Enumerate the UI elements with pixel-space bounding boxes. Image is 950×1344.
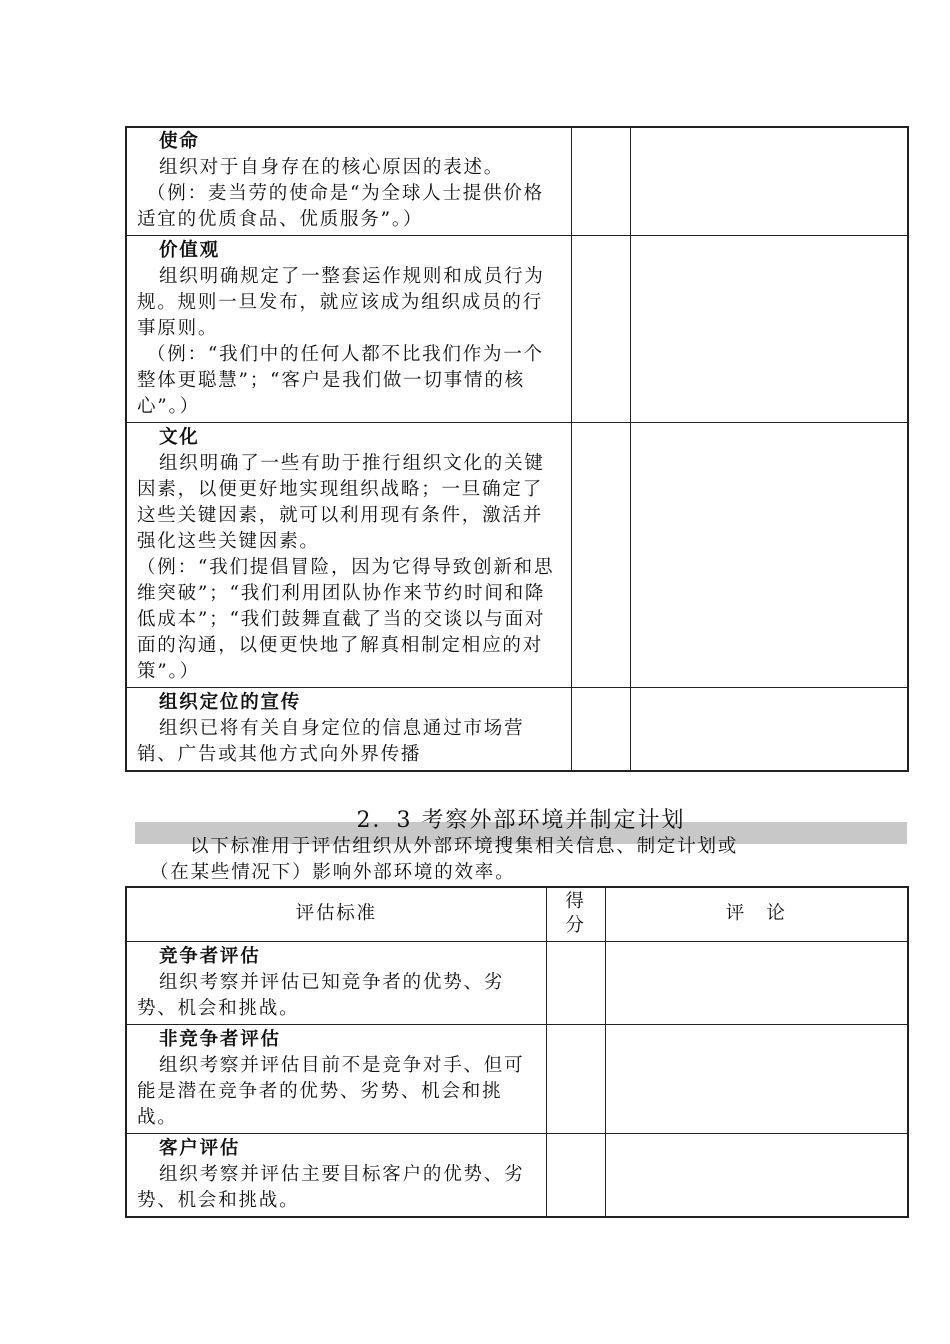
header-score-label-1: 得 xyxy=(565,891,586,913)
header-criteria-label: 评估标准 xyxy=(295,903,377,925)
score-cell[interactable] xyxy=(571,127,630,236)
table-row xyxy=(126,1024,908,1133)
item-title: 文化 xyxy=(159,427,200,448)
criteria-cell xyxy=(126,423,571,688)
item-title: 价值观 xyxy=(159,240,220,261)
item-title: 组织定位的宣传 xyxy=(159,692,302,713)
score-cell[interactable] xyxy=(546,1024,605,1133)
table-row xyxy=(126,423,908,688)
table-row xyxy=(126,236,908,423)
header-score xyxy=(546,887,605,941)
criteria-cell xyxy=(126,1133,546,1217)
score-cell[interactable] xyxy=(571,236,630,423)
evaluation-table-2 xyxy=(125,886,909,1218)
criteria-cell xyxy=(126,1024,546,1133)
item-description: 组织明确了一些有助于推行组织文化的关键因素，以便更好地实现组织战略；一旦确定了这些关键因素，就可以利用现有条件，激活并强化这些关键因素。 xyxy=(137,453,545,552)
score-cell[interactable] xyxy=(571,423,630,688)
item-description: 组织明确规定了一整套运作规则和成员行为规。规则一旦发布，就应该成为组织成员的行事原则。 xyxy=(137,266,545,339)
table-header-row xyxy=(126,887,908,941)
item-title: 非竞争者评估 xyxy=(159,1028,281,1050)
item-description: 组织考察并评估主要目标客户的优势、劣势、机会和挑战。 xyxy=(137,1163,525,1211)
comment-cell[interactable] xyxy=(605,1133,908,1217)
score-cell[interactable] xyxy=(571,688,630,772)
header-comment xyxy=(605,887,908,941)
comment-cell[interactable] xyxy=(605,941,908,1024)
table-row xyxy=(126,688,908,772)
item-title: 使命 xyxy=(159,131,200,152)
header-criteria xyxy=(126,887,546,941)
header-score-label-2: 分 xyxy=(565,915,586,937)
comment-cell[interactable] xyxy=(630,423,908,688)
criteria-cell xyxy=(126,941,546,1024)
section-title: 2．3 考察外部环境并制定计划 xyxy=(356,808,686,833)
section-intro-line-2: （在某些情况下）影响外部环境的效率。 xyxy=(150,862,516,883)
item-example: （例：“我们提倡冒险，因为它得导致创新和思维突破”；“我们利用团队协作来节约时间和降低成本”；“我们鼓舞直截了当的交谈以与面对面的沟通，以便更快地了解真相制定相应的对策”。） xyxy=(137,557,555,682)
item-description: 组织考察并评估目前不是竞争对手、但可能是潜在竞争者的优势、劣势、机会和挑战。 xyxy=(137,1054,525,1128)
evaluation-table-1 xyxy=(125,126,909,772)
header-comment-label: 评 论 xyxy=(725,903,787,925)
item-description: 组织已将有关自身定位的信息通过市场营销、广告或其他方式向外界传播 xyxy=(137,718,525,765)
item-description: 组织考察并评估已知竞争者的优势、劣势、机会和挑战。 xyxy=(137,971,505,1019)
item-example: （例：“我们中的任何人都不比我们作为一个整体更聪慧”；“客户是我们做一切事情的核心”。） xyxy=(137,344,544,417)
criteria-cell xyxy=(126,688,571,772)
comment-cell[interactable] xyxy=(630,688,908,772)
score-cell[interactable] xyxy=(546,941,605,1024)
item-example: （例：麦当劳的使命是“为全球人士提供价格适宜的优质食品、优质服务”。） xyxy=(137,183,544,230)
comment-cell[interactable] xyxy=(605,1024,908,1133)
table-row xyxy=(126,941,908,1024)
table-row xyxy=(126,1133,908,1217)
criteria-cell xyxy=(126,236,571,423)
table-row xyxy=(126,127,908,236)
criteria-cell xyxy=(126,127,571,236)
item-description: 组织对于自身存在的核心原因的表述。 xyxy=(159,157,505,178)
score-cell[interactable] xyxy=(546,1133,605,1217)
comment-cell[interactable] xyxy=(630,236,908,423)
item-title: 竞争者评估 xyxy=(159,945,261,967)
item-title: 客户评估 xyxy=(159,1137,241,1159)
section-intro-line-1: 以下标准用于评估组织从外部环境搜集相关信息、制定计划或 xyxy=(190,836,739,857)
comment-cell[interactable] xyxy=(630,127,908,236)
